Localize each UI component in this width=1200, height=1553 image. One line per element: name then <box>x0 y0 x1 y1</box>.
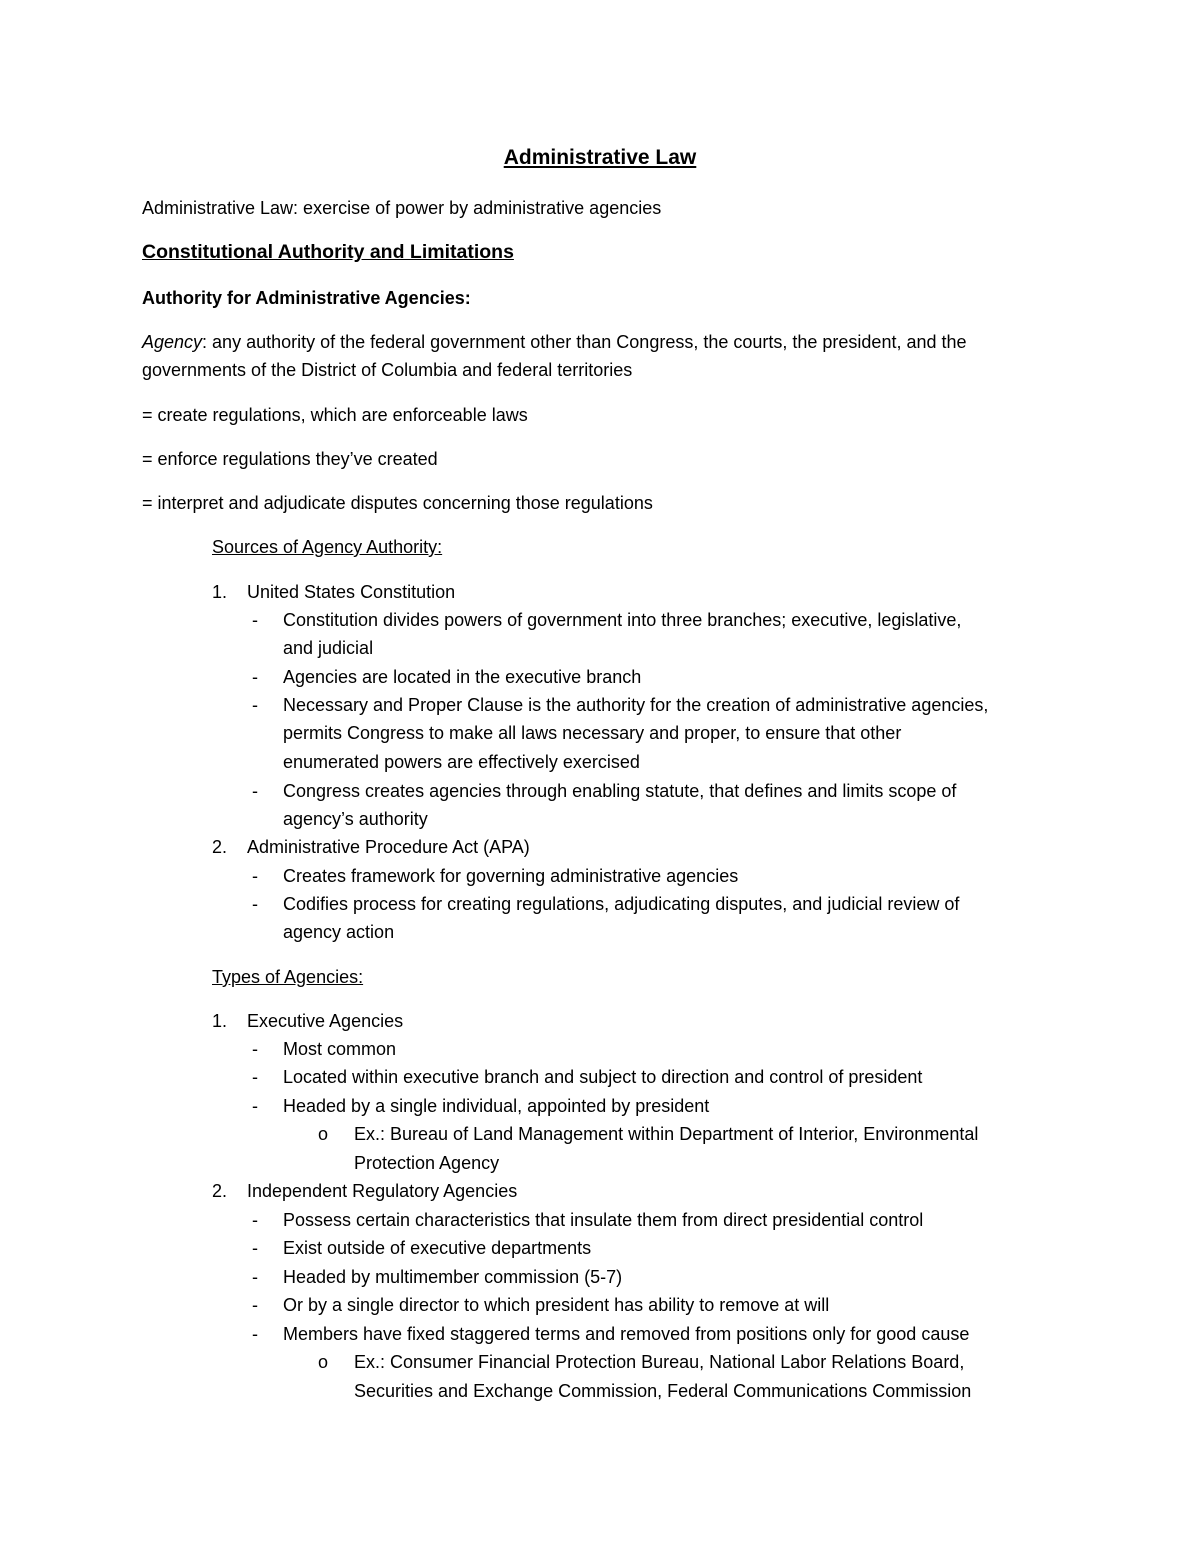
bullet-text: Headed by multimember commission (5-7) <box>283 1267 623 1287</box>
bullet-dash: - <box>252 894 258 914</box>
power-interpret: = interpret and adjudicate disputes concerning those regulations <box>142 493 653 513</box>
list-number: 1. <box>212 1011 228 1031</box>
bullet-text: Agencies are located in the executive branch <box>283 667 642 687</box>
power-enforce: = enforce regulations they’ve created <box>142 449 438 469</box>
bullet-text: Congress creates agencies through enabling statute, that defines and limits scope of <box>283 781 957 801</box>
types-heading: Types of Agencies: <box>212 967 364 987</box>
sub-bullet-circle: o <box>318 1124 329 1144</box>
sub-bullet-circle: o <box>318 1352 329 1372</box>
bullet-text: Members have fixed staggered terms and removed from positions only for good cause <box>283 1324 970 1344</box>
bullet-text: Possess certain characteristics that insulate them from direct presidential control <box>283 1210 924 1230</box>
sources-heading: Sources of Agency Authority: <box>212 537 443 557</box>
bullet-text: Creates framework for governing administrative agencies <box>283 866 739 886</box>
sub-bullet-text: Ex.: Consumer Financial Protection Bureau, National Labor Relations Board, <box>354 1352 965 1372</box>
bullet-text: Headed by a single individual, appointed by president <box>283 1096 710 1116</box>
bullet-text: agency action <box>283 922 395 942</box>
bullet-dash: - <box>252 1324 258 1344</box>
bullet-dash: - <box>252 1039 258 1059</box>
bullet-dash: - <box>252 1096 258 1116</box>
bullet-text: and judicial <box>283 638 374 658</box>
bullet-dash: - <box>252 1238 258 1258</box>
section-heading: Constitutional Authority and Limitations <box>142 241 514 263</box>
agency-term: Agency <box>142 332 203 352</box>
sub-bullet-text: Protection Agency <box>354 1153 500 1173</box>
bullet-dash: - <box>252 866 258 886</box>
bullet-text: Necessary and Proper Clause is the authority for the creation of administrative agencies, <box>283 695 989 715</box>
bullet-dash: - <box>252 1267 258 1287</box>
bullet-text: Located within executive branch and subject to direction and control of president <box>283 1067 923 1087</box>
bullet-dash: - <box>252 781 258 801</box>
list-item-label: Administrative Procedure Act (APA) <box>247 837 530 857</box>
list-item-label: Independent Regulatory Agencies <box>247 1181 518 1201</box>
authority-heading: Authority for Administrative Agencies: <box>142 288 471 308</box>
document-title: Administrative Law <box>503 146 697 169</box>
bullet-text: enumerated powers are effectively exercised <box>283 752 640 772</box>
bullet-dash: - <box>252 1067 258 1087</box>
bullet-text: Constitution divides powers of government into three branches; executive, legislative, <box>283 610 962 630</box>
bullet-dash: - <box>252 610 258 630</box>
sub-bullet-text: Ex.: Bureau of Land Management within Department of Interior, Environmental <box>354 1124 979 1144</box>
bullet-dash: - <box>252 695 258 715</box>
bullet-text: Codifies process for creating regulations, adjudicating disputes, and judicial review of <box>283 894 960 914</box>
list-number: 1. <box>212 582 228 602</box>
bullet-dash: - <box>252 1295 258 1315</box>
list-number: 2. <box>212 1181 228 1201</box>
list-number: 2. <box>212 837 228 857</box>
bullet-text: permits Congress to make all laws necessary and proper, to ensure that other <box>283 723 902 743</box>
bullet-text: Exist outside of executive departments <box>283 1238 592 1258</box>
list-item-label: United States Constitution <box>247 582 456 602</box>
intro-line: Administrative Law: exercise of power by administrative agencies <box>142 198 662 218</box>
bullet-text: Most common <box>283 1039 397 1059</box>
agency-definition-line1 <box>142 332 967 353</box>
sub-bullet-text: Securities and Exchange Commission, Federal Communications Commission <box>354 1381 972 1401</box>
agency-definition-line2: governments of the District of Columbia and federal territories <box>142 360 633 380</box>
bullet-text: agency’s authority <box>283 809 428 829</box>
agency-definition-text: : any authority of the federal government other than Congress, the courts, the president, and the <box>202 332 967 352</box>
bullet-dash: - <box>252 1210 258 1230</box>
power-create: = create regulations, which are enforceable laws <box>142 405 528 425</box>
list-item-label: Executive Agencies <box>247 1011 404 1031</box>
bullet-text: Or by a single director to which president has ability to remove at will <box>283 1295 830 1315</box>
bullet-dash: - <box>252 667 258 687</box>
